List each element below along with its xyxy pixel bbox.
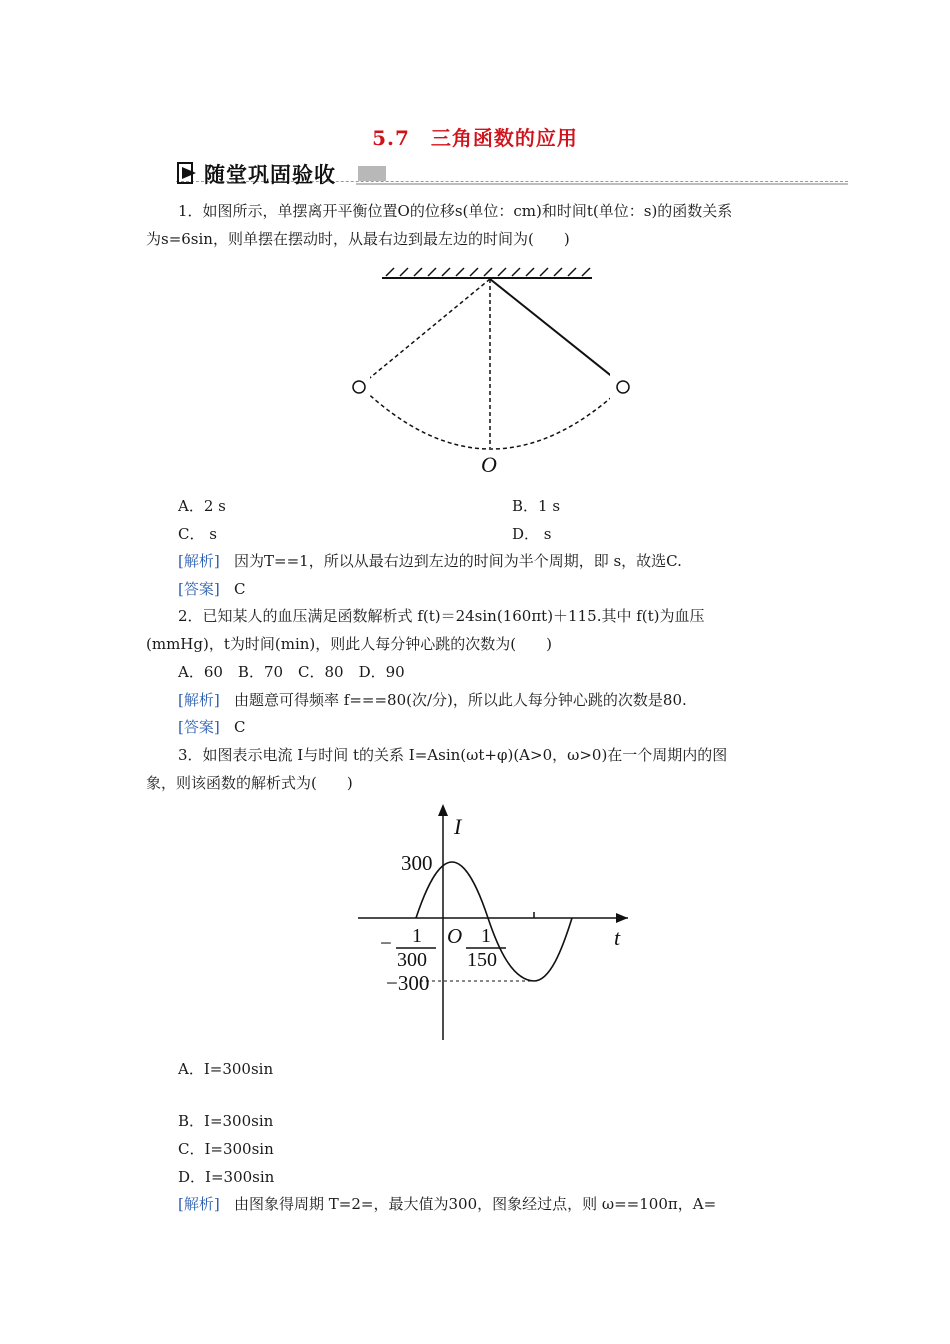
current-graph — [350, 800, 640, 1045]
q2-answer — [178, 716, 246, 737]
q2-options: A．60 B．70 C．80 D．90 — [178, 663, 405, 681]
q3-stem-line2: 象，则该函数的解析式为( ) — [146, 774, 353, 792]
section-banner — [176, 159, 848, 189]
q2-stem-line1: 2．已知某人的血压满足函数解析式 f(t)＝24sin(160πt)＋115.其中 f(t)为血压 — [178, 607, 705, 625]
analysis-label: [解析] — [178, 552, 220, 570]
answer-text: C — [234, 580, 246, 598]
left-string — [370, 279, 490, 386]
q1-option-a: A．2 s — [178, 497, 226, 515]
pendulum-figure — [370, 262, 610, 482]
q3-option-b: B．I=300sin — [178, 1112, 274, 1130]
origin-label: O — [481, 452, 497, 477]
i-axis-arrow-icon — [438, 804, 448, 816]
q1-stem-line1: 1．如图所示，单摆离开平衡位置O的位移s(单位：cm)和时间t(单位：s)的函数关系 — [178, 202, 733, 220]
banner-grey-block — [358, 166, 386, 181]
left-bob — [353, 381, 365, 393]
analysis-text: 由题意可得频率 f===80(次/分)，所以此人每分钟心跳的次数是80. — [234, 691, 687, 709]
play-arrow-icon — [176, 161, 198, 185]
frac2-denominator: 150 — [467, 949, 497, 971]
pendulum-bobs — [346, 376, 636, 400]
answer-label: [答案] — [178, 580, 220, 598]
q1-stem-line2: 为s=6sin，则单摆在摆动时，从最右边到最左边的时间为( ) — [146, 230, 570, 248]
q2-stem-line2: (mmHg)，t为时间(min)，则此人每分钟心跳的次数为( ) — [146, 635, 552, 653]
banner-heading: 随堂巩固验收 — [204, 163, 336, 187]
analysis-text: 由图象得周期 T=2=，最大值为300，图象经过点，则 ω==100π，A= — [234, 1195, 717, 1213]
answer-text: C — [234, 718, 246, 736]
neg-sign: − — [380, 931, 392, 955]
frac1-numerator: 1 — [412, 925, 422, 947]
q2-analysis — [178, 689, 687, 710]
y-max-label: 300 — [401, 851, 433, 875]
q1-option-c: C． s — [178, 525, 217, 543]
t-axis-arrow-icon — [616, 913, 628, 923]
analysis-label: [解析] — [178, 691, 220, 709]
banner-solid-rule — [356, 183, 848, 185]
q1-option-d: D． s — [512, 525, 552, 543]
analysis-label: [解析] — [178, 1195, 220, 1213]
q1-analysis — [178, 550, 682, 571]
ceiling-hatch — [386, 268, 590, 276]
origin-label: O — [447, 924, 463, 948]
right-bob — [617, 381, 629, 393]
q1-answer — [178, 578, 246, 599]
frac2-numerator: 1 — [481, 925, 491, 947]
page-title: 5.7 三角函数的应用 — [372, 126, 578, 150]
i-axis-label: I — [454, 814, 462, 839]
answer-label: [答案] — [178, 718, 220, 736]
right-string — [490, 279, 610, 386]
q3-option-d: D．I=300sin — [178, 1168, 275, 1186]
analysis-text: 因为T==1，所以从最右边到左边的时间为半个周期，即 s，故选C. — [234, 552, 682, 570]
frac1-denominator: 300 — [397, 949, 427, 971]
q3-option-c: C．I=300sin — [178, 1140, 274, 1158]
y-min-label: −300 — [386, 971, 430, 995]
q3-option-a: A．I=300sin — [178, 1060, 274, 1078]
q3-stem-line1: 3．如图表示电流 I与时间 t的关系 I=Asin(ωt+φ)(A>0，ω>0)在一个周期内的图 — [178, 746, 728, 764]
q3-analysis — [178, 1193, 716, 1214]
q1-option-b: B．1 s — [512, 497, 561, 515]
t-axis-label: t — [614, 925, 621, 950]
